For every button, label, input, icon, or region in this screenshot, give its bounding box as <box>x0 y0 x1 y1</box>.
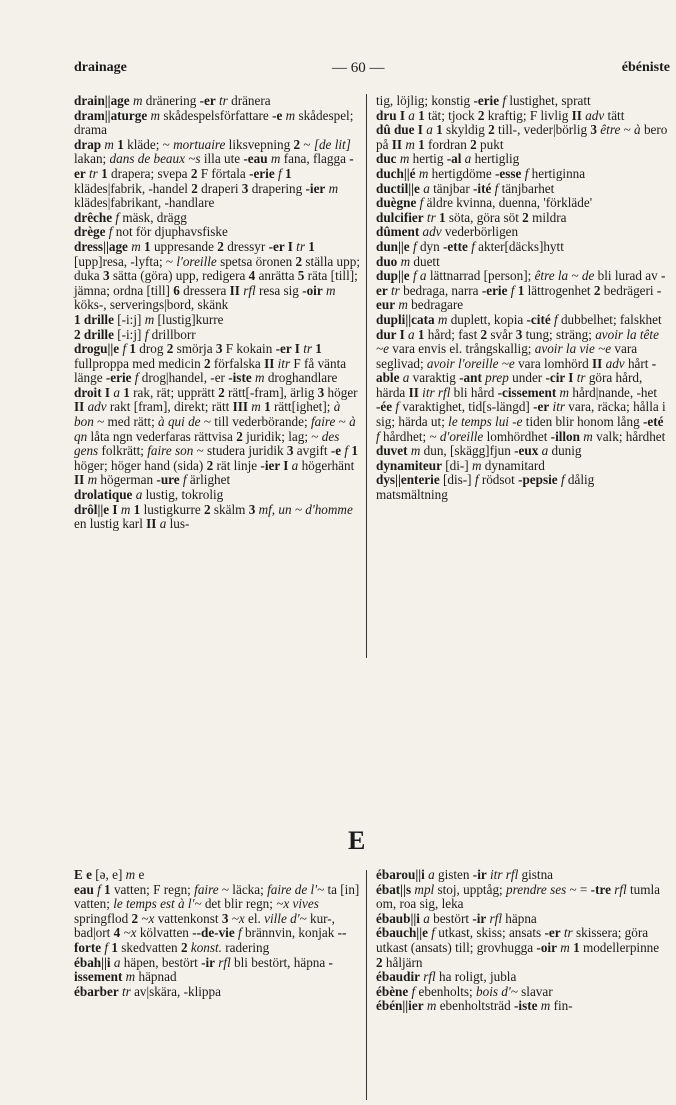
dictionary-entry: 1 drille [-i:j] m [lustig]kurre <box>74 311 224 327</box>
dictionary-entry: dun||e f dyn -ette f akter[däcks]hytt <box>376 238 564 254</box>
page-header <box>74 60 670 80</box>
header-left-guideword: drainage <box>74 60 127 75</box>
dictionary-entry: E e [ə, e] m e <box>74 867 145 882</box>
dictionary-entry: dup||e f a lättnarrad [person]; être la ~ de bli lurad av -er tr bedraga, narra -erie f 1 lättrogenhet 2 bedrägeri -eur m bedragare <box>376 268 666 313</box>
dictionary-entry: ébène f ebenholts; bois d'~ slavar <box>376 983 553 999</box>
column-divider-top <box>366 94 367 658</box>
dictionary-entry: drêche f mäsk, drägg <box>74 209 187 225</box>
dictionary-entry: dûment adv vederbörligen <box>376 224 519 240</box>
dictionary-entry: ébaub||i a bestört -ir rfl häpna <box>376 910 537 926</box>
dictionary-entry: droit I a 1 rak, rät; upprätt 2 rätt[-fram], ärlig 3 höger II adv rakt [fram], direkt; rätt III m 1 rätt[ighet]; à bon ~ med rätt; à qui de ~ till vederbörande; faire ~ à qn låta ngn vederfaras rättvisa 2 juridik; lag; ~ des gens folkrätt; faire son ~ studera juridik 3 avgift -e f 1 höger; höger hand (sida) 2 rät linje -ier I a högerhänt II m högerman -ure f ärlighet <box>74 384 358 488</box>
dictionary-entry: drain||age m dränering -er tr dränera <box>74 93 271 108</box>
dictionary-entry: ébaudir rfl ha roligt, jubla <box>376 969 517 985</box>
dictionary-entry: drolatique a lustig, tokrolig <box>74 487 224 503</box>
section-letter: E <box>348 826 366 855</box>
dictionary-entry: eau f 1 vatten; F regn; faire ~ läcka; faire de l'~ ta [in] vatten; le temps est à l'~ det blir regn; ~x vives springflod 2 ~x vattenkonst 3 ~x el. ville d'~ kur-, bad|ort 4 ~x kölvatten --de-vie f brännvin, konjak --forte f 1 skedvatten 2 konst. radering <box>74 881 360 955</box>
dictionary-entry: dress||age m 1 uppresande 2 dressyr -er I tr 1 [upp]resa, -lyfta; ~ l'oreille spetsa öronen 2 ställa upp; duka 3 sätta (göra) upp, redigera 4 anrätta 5 räta [till]; jämna; ordna [till] 6 dressera II rfl resa sig -oir m köks-, serverings|bord, skänk <box>74 238 360 313</box>
column-right-bottom <box>376 868 668 1014</box>
dictionary-entry: ébat||s mpl stoj, upptåg; prendre ses ~ = -tre rfl tumla om, roa sig, leka <box>376 881 661 912</box>
dictionary-entry: duvet m dun, [skägg]fjun -eux a dunig <box>376 443 582 459</box>
dictionary-entry: ébah||i a häpen, bestört -ir rfl bli bestört, häpna -issement m häpnad <box>74 954 333 985</box>
dictionary-entry: dur I a 1 hård; fast 2 svår 3 tung; sträng; avoir la tête ~e vara envis el. trångskallig; avoir la vie ~e vara seglivad; avoir l'oreille ~e vara lomhörd II adv hårt -able a varaktig -ant prep under -cir I tr göra hård, härda II itr rfl bli hård -cissement m hård|nande, -het -ée f varaktighet, tid[s-längd] -er itr vara, räcka; hålla i sig; härda ut; le temps lui -e tiden blir honom lång -eté f hårdhet; ~ d'oreille lomhördhet -illon m valk; hårdhet <box>376 326 666 444</box>
dictionary-entry: dys||enterie [dis-] f rödsot -pepsie f dålig matsmältning <box>376 472 595 503</box>
dictionary-entry: duègne f äldre kvinna, duenna, 'förkläde' <box>376 195 593 211</box>
column-left-top <box>74 94 360 532</box>
column-left-bottom <box>74 868 360 999</box>
dictionary-entry: drogu||e f 1 drog 2 smörja 3 F kokain -er I tr 1 fullproppa med medicin 2 förfalska II itr F få vänta länge -erie f drog|handel, -er -iste m droghandlare <box>74 341 347 386</box>
dictionary-entry: ductil||e a tänjbar -ité f tänjbarhet <box>376 180 555 196</box>
dictionary-entry: duc m hertig -al a hertiglig <box>376 151 520 167</box>
dictionary-entry: drap m 1 kläde; ~ mortuaire liksvepning 2 ~ [de lit] lakan; dans de beaux ~s illa ute -eau m fana, flagga -er tr 1 drapera; svepa 2 F förtala -erie f 1 klädes|fabrik, -handel 2 draperi 3 drapering -ier m klädes|fabrikant, -handlare <box>74 136 354 211</box>
header-right-guideword: ébéniste <box>621 60 670 75</box>
dictionary-entry: ébauch||e f utkast, skiss; ansats -er tr skissera; göra utkast (ansats) till; grovhugga -oir m 1 modellerpinne 2 håljärn <box>376 925 660 970</box>
dictionary-entry: duo m duett <box>376 253 440 269</box>
dictionary-entry: dram||aturge m skådespelsförfattare -e m skådespel; drama <box>74 107 354 138</box>
dictionary-entry: tig, löjlig; konstig -erie f lustighet, spratt <box>376 93 591 108</box>
dictionary-entry: dru I a 1 tät; tjock 2 kraftig; F livlig II adv tätt <box>376 107 625 123</box>
dictionary-entry: ébén||ier m ebenholtsträd -iste m fin- <box>376 998 573 1014</box>
dictionary-entry: 2 drille [-i:j] f drillborr <box>74 326 196 342</box>
column-right-top <box>376 94 668 503</box>
dictionary-entry: dû due I a 1 skyldig 2 till-, veder|börlig 3 être ~ à bero på II m 1 fordran 2 pukt <box>376 122 668 152</box>
dictionary-entry: dynamiteur [di-] m dynamitard <box>376 457 545 473</box>
dictionary-entry: dulcifier tr 1 söta, göra söt 2 mildra <box>376 209 567 225</box>
dictionary-entry: ébarou||i a gisten -ir itr rfl gistna <box>376 867 554 882</box>
dictionary-entry: ébarber tr av|skära, -klippa <box>74 983 221 999</box>
dictionary-entry: dupli||cata m duplett, kopia -cité f dubbelhet; falskhet <box>376 311 662 327</box>
dictionary-entry: drôl||e I m 1 lustigkurre 2 skälm 3 mf, un ~ d'homme en lustig karl II a lus- <box>74 501 353 532</box>
column-divider-bottom <box>366 870 367 1100</box>
page-number: — 60 — <box>332 60 385 76</box>
dictionary-entry: drège f not för djuphavsfiske <box>74 224 228 240</box>
dictionary-entry: duch||é m hertigdöme -esse f hertiginna <box>376 165 586 181</box>
